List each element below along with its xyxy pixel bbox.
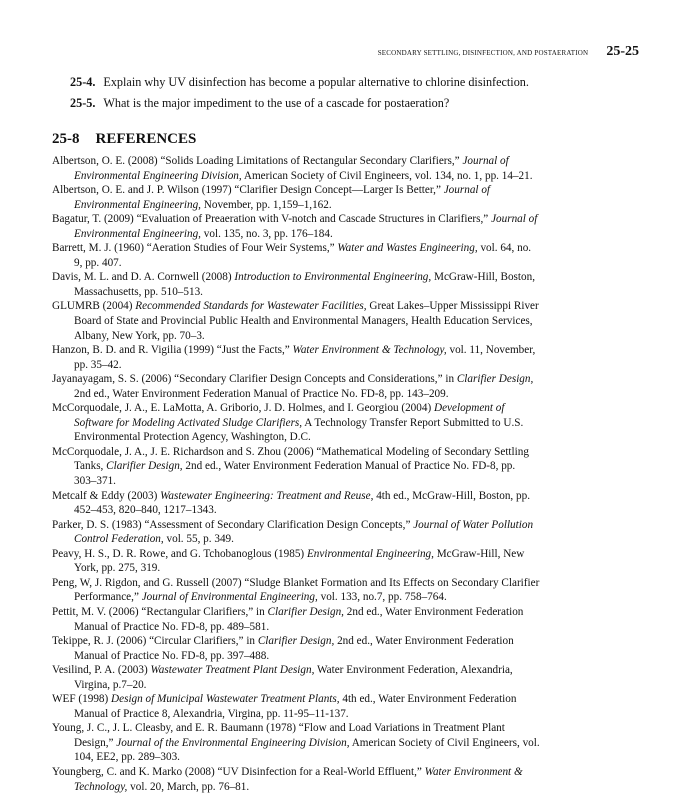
question-text: Explain why UV disinfection has become a popular alternative to chlorine disinfection. [103,75,529,89]
reference-entry [52,154,540,183]
reference-text: Great Lakes–Upper Mississippi River Board of State and Provincial Public Health and Environmental Managers, Health Education Services, Albany, New York, pp. 70–3. [74,300,539,342]
reference-text: WEF (1998) [52,693,112,706]
reference-text: A Technology Transfer Report Submitted to U.S. Environmental Protection Agency, Washington, D.C. [74,416,524,444]
reference-text: American Society of Civil Engineers, vol. 104, EE2, pp. 289–303. [74,736,540,764]
reference-text: GLUMRB (2004) [52,300,136,313]
reference-entry [52,605,540,634]
reference-entry [52,372,540,401]
reference-text: McCorquodale, J. A., J. E. Richardson and S. Zhou (2006) “Mathematical Modeling of Secondary Settling Tanks, [52,445,529,473]
reference-entry [52,299,540,343]
page-number: 25-25 [606,44,639,59]
reference-source: Journal of Water Pollution Control Federation, [74,518,534,546]
section-number: 25-8 [52,131,80,147]
reference-source: Wastewater Engineering: Treatment and Reuse, [160,489,374,502]
reference-text: vol. 135, no. 3, pp. 176–184. [200,227,333,240]
reference-source: Clarifier Design, [456,373,534,386]
reference-text: Pettit, M. V. (2006) “Rectangular Clarifiers,” in [52,605,268,618]
reference-entry [52,518,540,547]
reference-text: Peavy, H. S., D. R. Rowe, and G. Tchobanoglous (1985) [52,547,307,560]
reference-source: Journal of the Environmental Engineering Division, [116,736,350,749]
question-25-4 [70,74,660,90]
reference-source: Water Environment & Technology, [74,765,523,793]
references-list [52,154,540,794]
reference-text: Water Environment Federation, Alexandria, Virgina, p.7–20. [74,664,513,691]
reference-entry [52,212,540,241]
reference-text: vol. 133, no.7, pp. 758–764. [317,591,447,604]
reference-source: Clarifier Design, [106,460,183,473]
reference-text: Barrett, M. J. (1960) “Aeration Studies of Four Weir Systems,” [52,242,338,255]
reference-source: Journal of Environmental Engineering, [74,213,538,240]
reference-source: Wastewater Treatment Plant Design, [150,664,315,677]
reference-entry [52,721,540,765]
reference-text: Metcalf & Eddy (2003) [52,489,161,502]
reference-text: 4th ed., McGraw-Hill, Boston, pp. 452–453, 820–840, 1217–1343. [74,489,530,517]
reference-text: Davis, M. L. and D. A. Cornwell (2008) [52,271,235,284]
section-title: REFERENCES [95,131,197,147]
question-number: 25-4. [70,75,96,89]
reference-text: McGraw-Hill, Boston, Massachusetts, pp. 510–513. [74,271,535,298]
reference-text: Tekippe, R. J. (2006) “Circular Clarifiers,” in [52,635,258,648]
reference-text: McCorquodale, J. A., E. LaMotta, A. Griborio, J. D. Holmes, and I. Georgiou (2004) [52,402,434,415]
reference-entry [52,489,540,518]
reference-text: 2nd ed., Water Environment Federation Manual of Practice No. FD-8, pp. 397–488. [74,635,514,662]
reference-source: Clarifier Design, [257,635,335,648]
reference-text: American Society of Civil Engineers, vol. 134, no. 1, pp. 14–21. [241,169,533,182]
reference-source: Clarifier Design, [267,605,344,618]
reference-entry [52,576,540,605]
reference-text: November, pp. 1,159–1,162. [200,198,332,211]
reference-text: vol. 20, March, pp. 76–81. [127,780,250,793]
reference-text: vol. 64, no. 9, pp. 407. [74,242,532,269]
reference-text: Albertson, O. E. and J. P. Wilson (1997) “Clarifier Design Concept—Larger Is Better,” [52,184,444,197]
reference-source: Development of Software for Modeling Activated Sludge Clarifiers, [74,402,505,429]
reference-text: Albertson, O. E. (2008) “Solids Loading Limitations of Rectangular Secondary Clarifiers,” [52,155,463,167]
reference-source: Introduction to Environmental Engineering, [234,271,432,284]
reference-text: 4th ed., Water Environment Federation Manual of Practice 8, Alexandria, Virgina, pp. 11-95–11-137. [74,693,517,720]
reference-entry [52,634,540,663]
reference-text: 2nd ed., Water Environment Federation Manual of Practice No. FD-8, pp. 143–209. [74,387,449,400]
reference-entry [52,765,540,794]
question-number: 25-5. [70,96,96,110]
reference-entry [52,692,540,721]
reference-text: McGraw-Hill, New York, pp. 275, 319. [74,547,525,575]
reference-entry [52,663,540,692]
reference-entry [52,401,540,445]
reference-source: Environmental Engineering, [306,547,434,560]
reference-entry [52,343,540,372]
reference-entry [52,241,540,270]
reference-entry [52,547,540,576]
section-heading [52,131,196,148]
reference-entry [52,445,540,489]
reference-source: Water Environment & Technology, [292,344,447,357]
reference-text: Vesilind, P. A. (2003) [52,664,151,677]
running-header [0,44,639,60]
reference-source: Journal of Environmental Engineering, [74,184,491,211]
question-25-5 [70,95,660,111]
reference-text: Youngberg, C. and K. Marko (2008) “UV Disinfection for a Real-World Effluent,” [52,765,425,778]
reference-text: Jayanayagam, S. S. (2006) “Secondary Clarifier Design Concepts and Considerations,” in [52,373,457,386]
reference-text: Young, J. C., J. L. Cleasby, and E. R. Baumann (1978) “Flow and Load Variations in Treatment Plant Design,” [52,722,505,749]
reference-text: Peng, W, J. Rigdon, and G. Russell (2007) “Sludge Blanket Formation and Its Effects on Secondary Clarifier Performance,” [52,576,540,604]
reference-text: 2nd ed., Water Environment Federation Manual of Practice No. FD-8, pp. 489–581. [74,605,524,633]
reference-text: Bagatur, T. (2009) “Evaluation of Preaeration with V-notch and Cascade Structures in Clarifiers,” [52,213,492,226]
reference-source: Design of Municipal Wastewater Treatment Plants, [111,693,340,706]
reference-text: vol. 11, November, pp. 35–42. [74,344,536,371]
reference-source: Water and Wastes Engineering, [337,242,478,255]
reference-text: 2nd ed., Water Environment Federation Manual of Practice No. FD-8, pp. 303–371. [74,460,516,488]
reference-text: Hanzon, B. D. and R. Vigilia (1999) “Just the Facts,” [52,344,293,357]
question-text: What is the major impediment to the use of a cascade for postaeration? [103,96,450,110]
running-title: SECONDARY SETTLING, DISINFECTION, AND POSTAERATION [377,49,589,57]
reference-entry [52,270,540,299]
reference-source: Journal of Environmental Engineering, [141,591,318,604]
reference-source: Recommended Standards for Wastewater Facilities, [135,300,367,313]
reference-text: vol. 55, p. 349. [163,533,234,546]
reference-source: Journal of Environmental Engineering Division, [74,155,509,182]
reference-entry [52,183,540,212]
reference-text: Parker, D. S. (1983) “Assessment of Secondary Clarification Design Concepts,” [52,518,414,531]
